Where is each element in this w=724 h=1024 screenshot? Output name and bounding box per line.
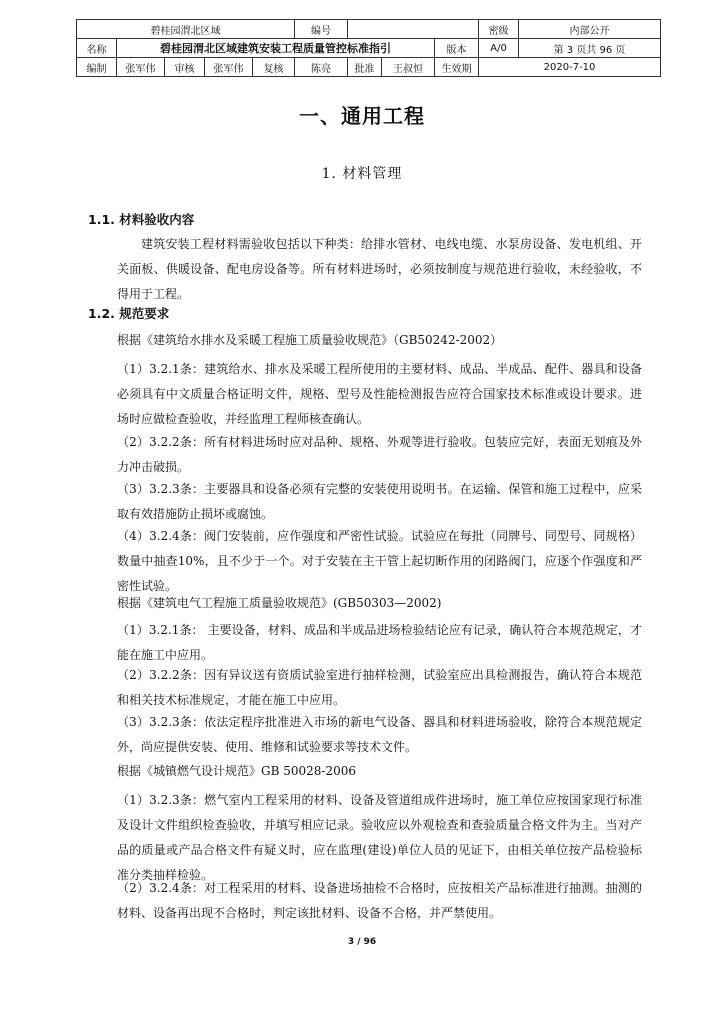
clause-3-2-3-water: （3）3.2.3条：主要器具和设备必须有完整的安装使用说明书。在运输、保管和施工过程中，应采取有效措施防止损坏或腐蚀。 xyxy=(117,482,642,521)
reference-gb50303: 根据《建筑电气工程施工质量验收规范》(GB50303—2002) xyxy=(117,596,442,610)
reference-gb50242: 根据《建筑给水排水及采暖工程施工质量验收规范》（GB50242-2002） xyxy=(117,333,503,347)
clause-3-2-3-gas: （1）3.2.3条：燃气室内工程采用的材料、设备及管道组成件进场时，施工单位应按国家现行标准及设计文件组织检查验收，并填写相应记录。验收应以外观检查和查验质量合格文件为主。当对产品的质量或产品合格文件有疑义时，应在监理(建设)单位人员的见证下，由相关单位按产品检验标准分类抽样检验。 xyxy=(117,793,642,882)
effective-label: 生效期 xyxy=(435,58,479,77)
paragraph-acceptance-content: 建筑安装工程材料需验收包括以下种类：给排水管材、电线电缆、水泵房设备、发电机组、开关面板、供暖设备、配电房设备等。所有材料进场时，必须按制度与规范进行验收，未经验收，不得用于工程。 xyxy=(117,237,642,301)
reviewer-label: 审核 xyxy=(165,58,205,77)
checker-label: 复核 xyxy=(253,58,295,77)
section-subtitle: 1. 材料管理 xyxy=(321,166,403,182)
name-label: 名称 xyxy=(77,39,117,58)
version-label: 版本 xyxy=(435,39,479,58)
header-row-2 xyxy=(77,39,661,58)
clause-3-2-2-electric: （2）3.2.2条：因有异议送有资质试验室进行抽样检测，试验室应出具检测报告，确认符合本规范和相关技术标准规定，才能在施工中应用。 xyxy=(117,668,642,707)
heading-1-1: 1.1. 材料验收内容 xyxy=(88,212,195,227)
heading-1-2: 1.2. 规范要求 xyxy=(88,306,170,321)
clause-3-2-4-water: （4）3.2.4条：阀门安装前，应作强度和严密性试验。试验应在每批（同牌号、同型号、同规格）数量中抽查10%，且不少于一个。对于安装在主干管上起切断作用的闭路阀门，应逐个作强度和严密性试验。 xyxy=(117,529,642,593)
secret-label: 密级 xyxy=(479,20,519,39)
version-value: A/0 xyxy=(479,39,519,58)
number-value xyxy=(348,20,479,39)
approver-label: 批准 xyxy=(348,58,382,77)
document-name: 碧桂园渭北区域建筑安装工程质量管控标准指引 xyxy=(117,39,435,58)
header-row-1 xyxy=(77,20,661,39)
project-name: 碧桂园渭北区域 xyxy=(77,20,295,39)
checker: 陈亮 xyxy=(295,58,348,77)
author: 张军伟 xyxy=(117,58,165,77)
secret-value: 内部公开 xyxy=(519,20,661,39)
reference-gb50028: 根据《城镇燃气设计规范》GB 50028-2006 xyxy=(117,764,356,778)
author-label: 编制 xyxy=(77,58,117,77)
document-header-table xyxy=(76,19,661,77)
number-label: 编号 xyxy=(295,20,348,39)
effective-date: 2020-7-10 xyxy=(479,58,661,77)
clause-3-2-2-water: （2）3.2.2条：所有材料进场时应对品种、规格、外观等进行验收。包装应完好，表面无划痕及外力冲击破损。 xyxy=(117,435,642,474)
header-row-3 xyxy=(77,58,661,77)
clause-3-2-1-water: （1）3.2.1条：建筑给水、排水及采暖工程所使用的主要材料、成品、半成品、配件、器具和设备必须具有中文质量合格证明文件，规格、型号及性能检测报告应符合国家技术标准或设计要求。进场时应做检查验收，并经监理工程师核查确认。 xyxy=(117,362,642,426)
page-number: 3 / 96 xyxy=(347,937,377,947)
clause-3-2-4-gas: （2）3.2.4条：对工程采用的材料、设备进场抽检不合格时，应按相关产品标准进行抽测。抽测的材料、设备再出现不合格时，判定该批材料、设备不合格，并严禁使用。 xyxy=(117,881,642,920)
chapter-title: 一、通用工程 xyxy=(299,104,425,128)
approver: 王叔恒 xyxy=(382,58,435,77)
clause-3-2-1-electric: （1）3.2.1条： 主要设备，材料、成品和半成品进场检验结论应有记录，确认符合本规范规定，才能在施工中应用。 xyxy=(117,623,642,662)
clause-3-2-3-electric: （3）3.2.3条：依法定程序批准进入市场的新电气设备、器具和材料进场验收，除符合本规范规定外，尚应提供安装、使用、维修和试验要求等技术文件。 xyxy=(117,715,642,754)
page-info: 第 3 页共 96 页 xyxy=(519,39,661,58)
reviewer: 张军伟 xyxy=(205,58,253,77)
